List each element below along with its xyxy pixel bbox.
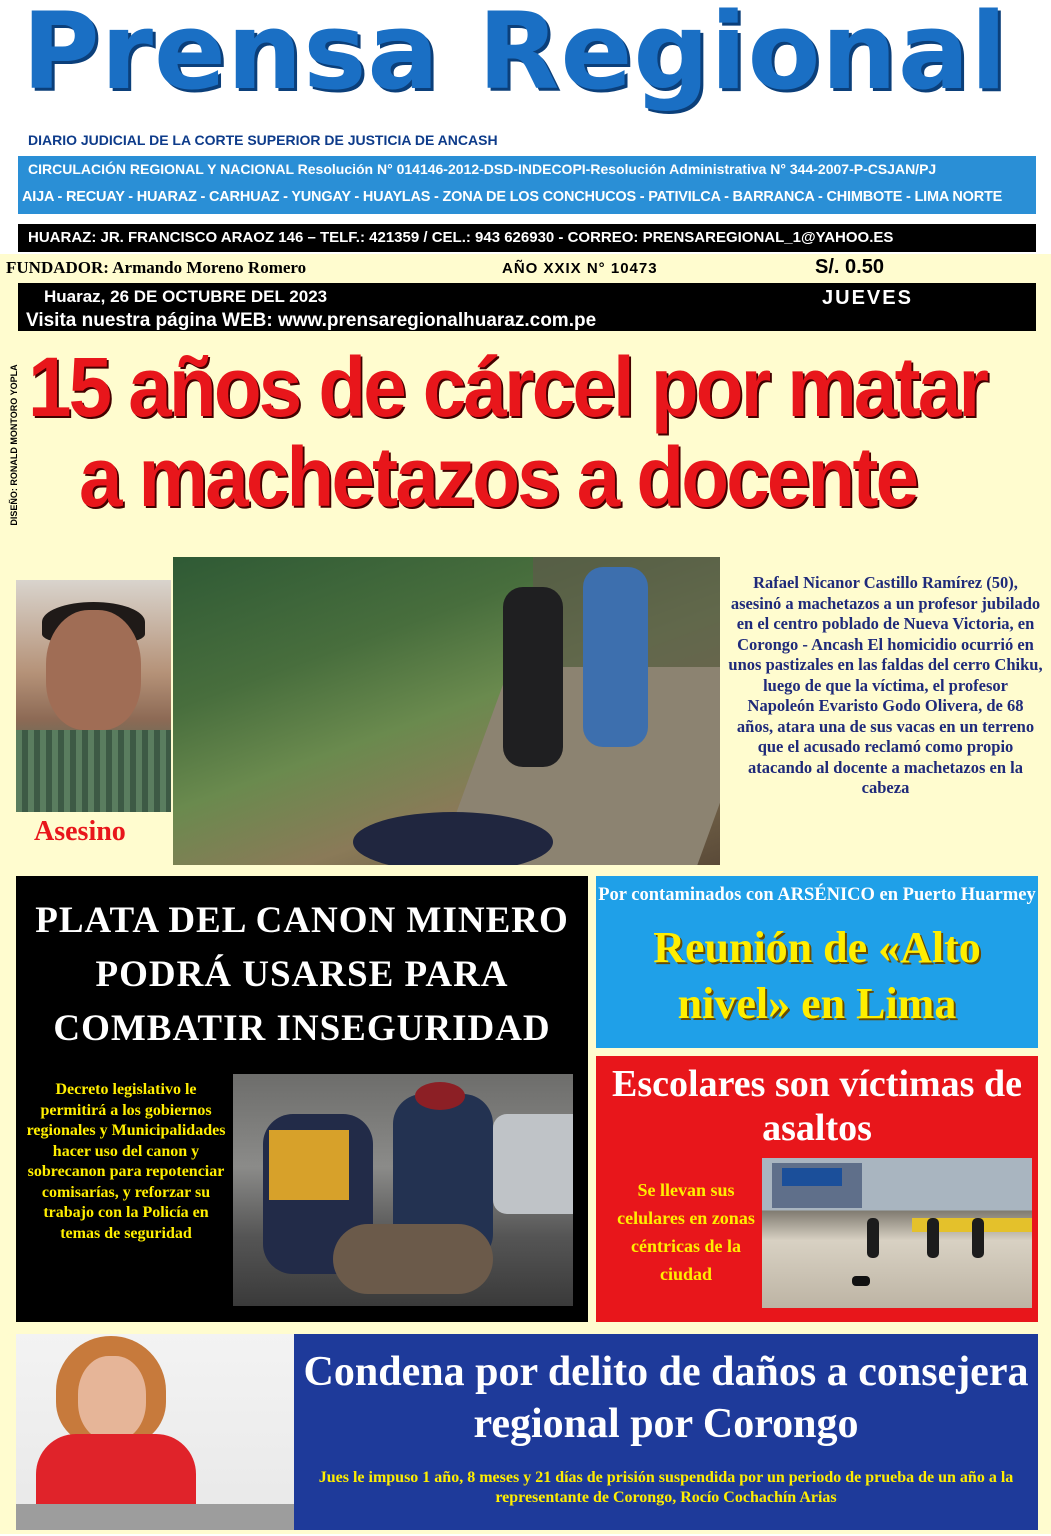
suspect-photo[interactable]	[16, 580, 171, 812]
lead-story-body: Rafael Nicanor Castillo Ramírez (50), asesinó a machetazos a un profesor jubilado en el centro poblado de Nueva Victoria, en Corongo - Ancash El homicidio ocurrió en unos pastizales en las faldas del cerro Chiku, luego de que la víctima, el profesor Napoleón Evaristo Godo Olivera, de 68 años, atara una de sus vacas en un terreno que el acusado reclamó como propio atacando al docente a machetazos en la cabeza	[728, 573, 1043, 797]
dog	[852, 1276, 870, 1286]
edition-number: AÑO XXIX N° 10473	[502, 260, 658, 277]
reflective-vest	[269, 1130, 349, 1200]
pedestrian	[972, 1218, 984, 1258]
pedestrian	[927, 1218, 939, 1258]
suspect-shirt	[16, 730, 171, 812]
website-line[interactable]: Visita nuestra página WEB: www.prensaregionalhuaraz.com.pe	[26, 310, 597, 331]
condena-headline[interactable]: Condena por delito de daños a consejera regional por Corongo	[303, 1349, 1029, 1447]
covered-body	[353, 812, 553, 865]
street-photo[interactable]	[762, 1158, 1032, 1308]
price: S/. 0.50	[815, 256, 884, 278]
design-credit-text: DISEÑO: RONALD MONTORO YOPLA	[9, 364, 19, 526]
school-headline[interactable]: Escolares son víctimas de asaltos	[612, 1063, 1022, 1149]
suspect-face	[46, 610, 141, 730]
design-credit	[2, 350, 24, 550]
date-line: Huaraz, 26 DE OCTUBRE DEL 2023	[44, 287, 328, 306]
street-sign	[782, 1168, 842, 1186]
councilor-photo[interactable]	[16, 1334, 294, 1530]
pedestrian	[867, 1218, 879, 1258]
circulation-bar	[18, 156, 1036, 214]
arrest-photo[interactable]	[233, 1074, 573, 1306]
contact-text: HUARAZ: JR. FRANCISCO ARAOZ 146 – TELF.: 421359 / CEL.: 943 626930 - CORREO: PRENSAREGIONAL_1@YAHOO.ES	[28, 229, 894, 246]
regions-text: AIJA - RECUAY - HUARAZ - CARHUAZ - YUNGAY - HUAYLAS - ZONA DE LOS CONCHUCOS - PATIVILCA - BARRANCA - CHIMBOTE - LIMA NORTE	[22, 189, 1003, 205]
circulation-text: CIRCULACIÓN REGIONAL Y NACIONAL Resolución N° 014146-2012-DSD-INDECOPI-Resolución Administrativa N° 344-2007-P-CSJAN/PJ	[28, 161, 937, 177]
inspector	[583, 567, 648, 747]
canon-headline[interactable]: PLATA DEL CANON MINERO PODRÁ USARSE PARA COMBATIR INSEGURIDAD	[35, 900, 569, 1049]
detained-man	[333, 1224, 493, 1294]
arsenic-headline[interactable]: Reunión de «Alto nivel» en Lima	[653, 923, 981, 1028]
newspaper-title: Prensa Regional	[22, 0, 1008, 113]
condena-body: Jues le impuso 1 año, 8 meses y 21 días de prisión suspendida por un periodo de prueba de un año a la representante de Corongo, Rocío Cochachín Arias	[318, 1469, 1014, 1506]
arsenic-kicker: Por contaminados con ARSÉNICO en Puerto Huarmey	[598, 885, 1036, 905]
canon-body: Decreto legislativo le permitirá a los gobiernos regionales y Municipalidades hacer uso del canon y sobrecanon para repotenciar comisarías, y reforzar su trabajo con la Policía en temas de seguridad	[26, 1081, 226, 1242]
police-officer	[503, 587, 563, 767]
masthead-subtitle: DIARIO JUDICIAL DE LA CORTE SUPERIOR DE JUSTICIA DE ANCASH	[28, 132, 498, 148]
car	[493, 1114, 573, 1214]
founder-line: FUNDADOR: Armando Moreno Romero	[6, 258, 307, 277]
councilor-face	[78, 1356, 146, 1441]
school-body: Se llevan sus celulares en zonas céntricas de la ciudad	[617, 1180, 755, 1284]
weekday: JUEVES	[822, 287, 913, 309]
suspect-caption: Asesino	[34, 816, 126, 847]
contact-bar	[18, 224, 1036, 252]
lead-headline[interactable]	[28, 340, 987, 524]
lead-headline-line1: 15 años de cárcel por matar	[28, 340, 987, 434]
red-beret	[415, 1082, 465, 1110]
desk	[16, 1504, 294, 1530]
lead-headline-line2: a machetazos a docente	[78, 430, 917, 524]
crime-scene-photo[interactable]	[173, 557, 720, 865]
